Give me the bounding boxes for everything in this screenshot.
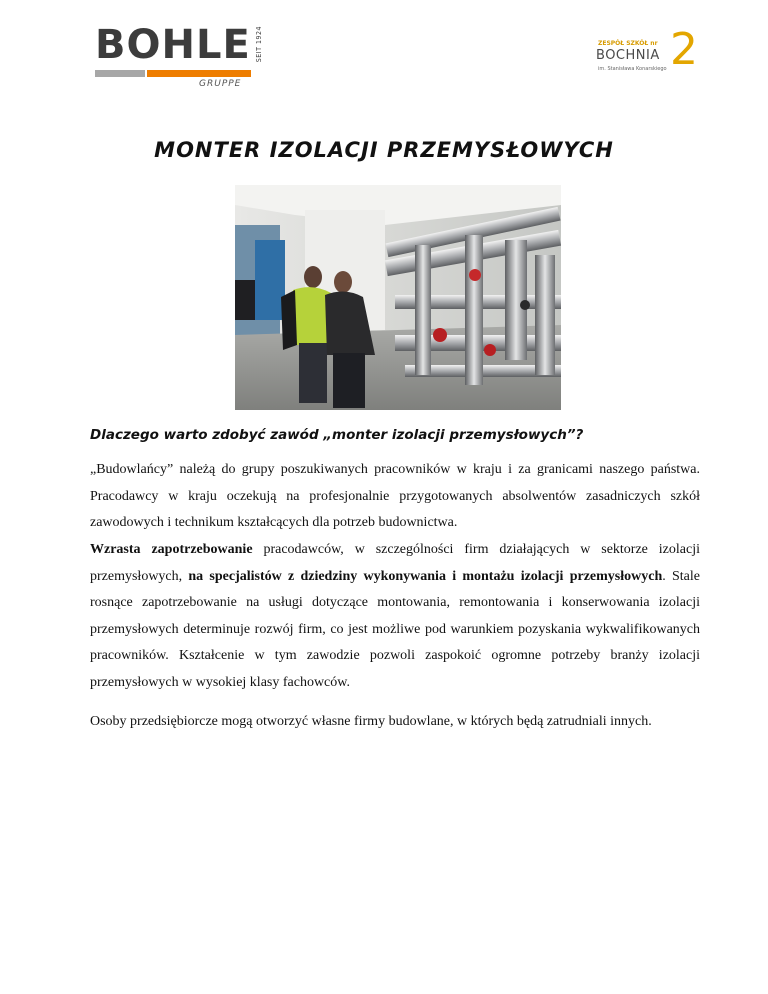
paragraph-1: „Budowlańcy” należą do grupy poszukiwanych pracowników w kraju i za granicami naszego państwa. Pracodawcy w kraju oczekują na profesjonalnie przygotowanych absolwentów zasadniczych szkół zawodowych i technikum kształcących dla potrzeb budownictwa. [90,462,700,530]
bohle-wordmark: BOHLE [95,22,251,68]
paragraph-2-text-1: pracodawców, w szczególności firm działających w sektorze izolacji przemysłowych, [90,542,700,584]
paragraph-2-text-2: . Stale rosnące zapotrzebowanie na usługi dotyczące montowania, remontowania i konserwowania izolacji przemysłowych determinuje rozwój firm, co jest możliwe pod warunkiem pozyskania wykwalifikowanych pracowników. Kształcenie w tym zawodzie pozwoli zaspokoić ogromne potrzeby branży izolacji przemysłowych w wysokiej klasy fachowców. [90,568,700,690]
school-logo-top: ZESPÓŁ SZKÓŁ nr [598,40,658,47]
bohle-gruppe: GRUPPE [199,79,242,89]
page-title: MONTER IZOLACJI PRZEMYSŁOWYCH [154,138,614,162]
school-logo-sub: im. Stanisława Konarskiego [598,66,667,72]
school-logo-number: 2 [670,24,698,75]
paragraph-3: Osoby przedsiębiorcze mogą otworzyć własne firmy budowlane, w których będą zatrudniali innych. [90,714,652,729]
paragraph-2-bold-2: na specjalistów z dziedziny wykonywania i montażu izolacji przemysłowych [188,568,663,584]
paragraph-2-bold-1: Wzrasta zapotrzebowanie [90,542,253,557]
bohle-logo [95,22,275,89]
section-subtitle: Dlaczego warto zdobyć zawód „monter izolacji przemysłowych”? [90,427,584,443]
school-logo-name: BOCHNIA [596,48,660,63]
industrial-insulation-photo [235,185,561,410]
bohle-since: SEIT 1924 [255,26,263,63]
school-logo [596,24,706,80]
bohle-orange-bar [147,70,251,77]
bohle-grey-bar [95,70,145,77]
paragraph-2 [90,537,700,696]
